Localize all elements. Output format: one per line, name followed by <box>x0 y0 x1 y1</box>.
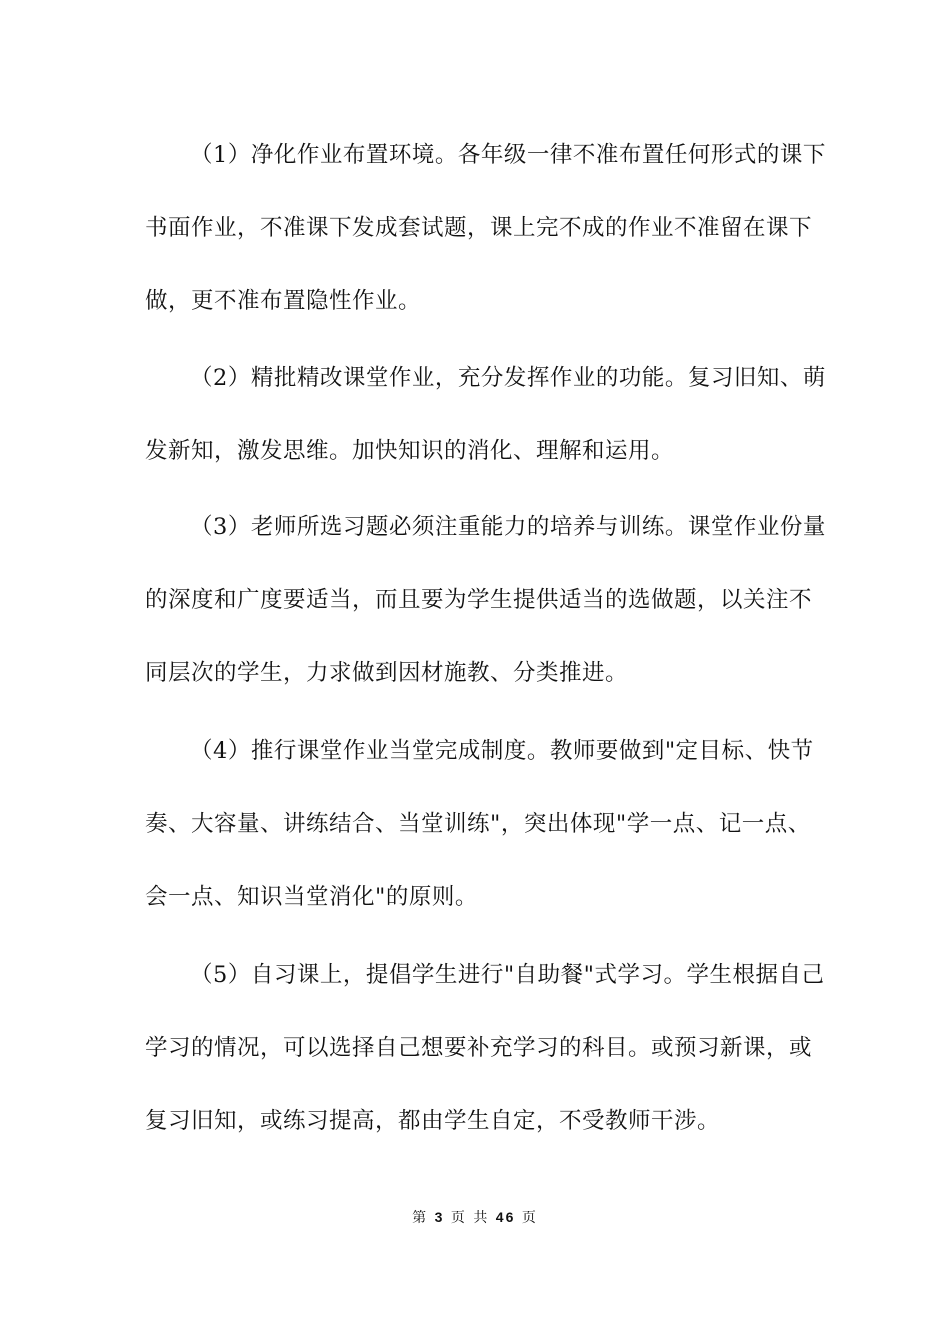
text-line: 书面作业，不准课下发成套试题，课上完不成的作业不准留在课下 <box>145 215 813 241</box>
text-line: （5）自习课上，提倡学生进行"自助餐"式学习。学生根据自己 <box>190 962 825 988</box>
footer-middle: 页 共 <box>450 1210 490 1226</box>
text-line: 复习旧知，或练习提高，都由学生自定，不受教师干涉。 <box>145 1108 721 1134</box>
text-line: （2）精批精改课堂作业，充分发挥作业的功能。复习旧知、萌 <box>190 365 826 391</box>
text-line: （3）老师所选习题必须注重能力的培养与训练。课堂作业份量 <box>190 514 826 540</box>
text-line: 的深度和广度要适当，而且要为学生提供适当的选做题，以关注不 <box>145 587 813 613</box>
text-line: 做，更不准布置隐性作业。 <box>145 288 422 314</box>
text-line: 奏、大容量、讲练结合、当堂训练"，突出体现"学一点、记一点、 <box>145 811 811 837</box>
text-line: （4）推行课堂作业当堂完成制度。教师要做到"定目标、快节 <box>190 738 814 764</box>
footer-suffix: 页 <box>521 1210 538 1226</box>
text-line: 会一点、知识当堂消化"的原则。 <box>145 884 478 910</box>
page-footer <box>0 1208 950 1227</box>
text-line: 发新知，激发思维。加快知识的消化、理解和运用。 <box>145 438 675 464</box>
text-line: 学习的情况，可以选择自己想要补充学习的科目。或预习新课，或 <box>145 1035 813 1061</box>
current-page-number: 3 <box>434 1209 445 1225</box>
text-line: 同层次的学生，力求做到因材施教、分类推进。 <box>145 660 629 686</box>
footer-prefix: 第 <box>412 1210 429 1226</box>
total-page-number: 46 <box>495 1209 516 1225</box>
text-line: （1）净化作业布置环境。各年级一律不准布置任何形式的课下 <box>190 142 826 168</box>
